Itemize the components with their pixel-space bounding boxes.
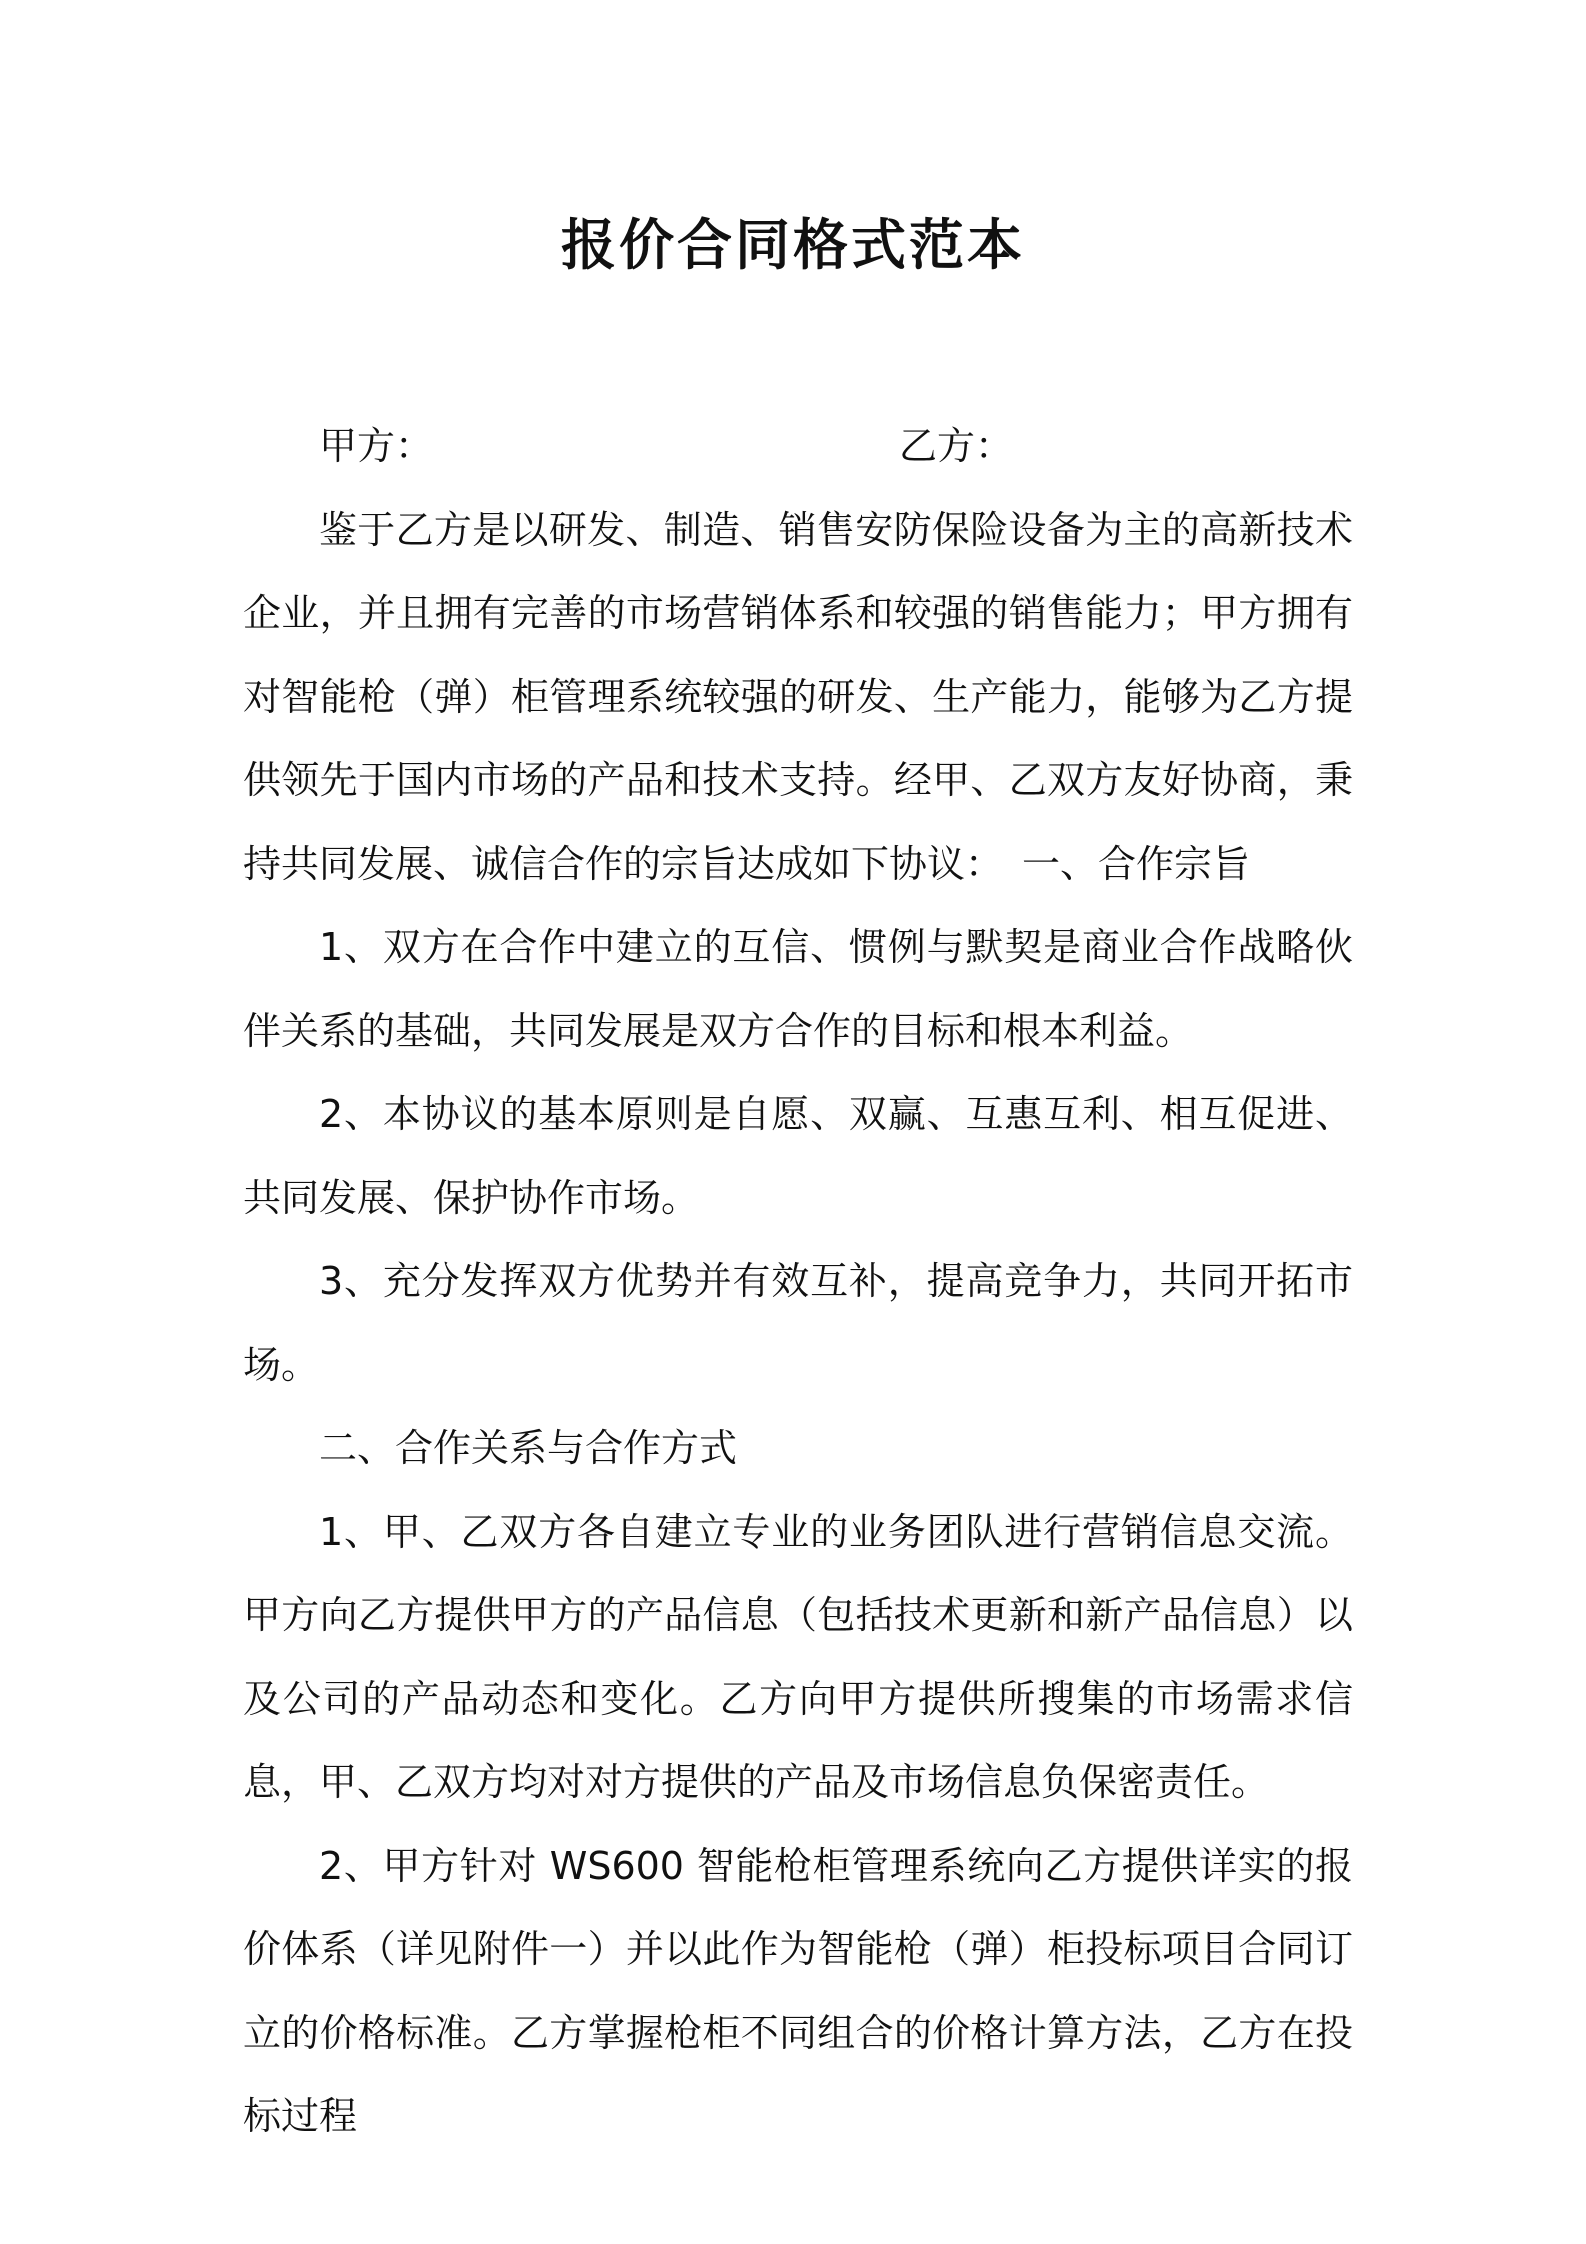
parties-line — [243, 405, 1353, 489]
section1-item-3: 3、充分发挥双方优势并有效互补，提高竞争力，共同开拓市场。 — [243, 1259, 1353, 1387]
party-a-label: 甲方： — [319, 424, 434, 468]
party-b-label: 乙方： — [899, 424, 1014, 468]
section2-item-1: 1、甲、乙双方各自建立专业的业务团队进行营销信息交流。甲方向乙方提供甲方的产品信息（包括技术更新和新产品信息）以及公司的产品动态和变化。乙方向甲方提供所搜集的市场需求信息，甲、乙双方均对对方提供的产品及市场信息负保密责任。 — [243, 1509, 1353, 1804]
section2-heading: 二、合作关系与合作方式 — [319, 1426, 738, 1470]
document-body — [243, 405, 1353, 2159]
section1-item-2: 2、本协议的基本原则是自愿、双赢、互惠互利、相互促进、共同发展、保护协作市场。 — [243, 1092, 1353, 1220]
section2-item-2: 2、甲方针对 WS600 智能枪柜管理系统向乙方提供详实的报价体系（详见附件一）并以此作为智能枪（弹）柜投标项目合同订立的价格标准。乙方掌握枪柜不同组合的价格计算方法，乙方在投标过程 — [243, 1843, 1353, 2138]
preamble-paragraph: 鉴于乙方是以研发、制造、销售安防保险设备为主的高新技术企业，并且拥有完善的市场营销体系和较强的销售能力；甲方拥有对智能枪（弹）柜管理系统较强的研发、生产能力，能够为乙方提供领先于国内市场的产品和技术支持。经甲、乙双方友好协商，秉持共同发展、诚信合作的宗旨达成如下协议： 一、合作宗旨 — [243, 507, 1353, 886]
section1-item-1: 1、双方在合作中建立的互信、惯例与默契是商业合作战略伙伴关系的基础，共同发展是双方合作的目标和根本利益。 — [243, 925, 1353, 1053]
document-title: 报价合同格式范本 — [560, 213, 1025, 277]
